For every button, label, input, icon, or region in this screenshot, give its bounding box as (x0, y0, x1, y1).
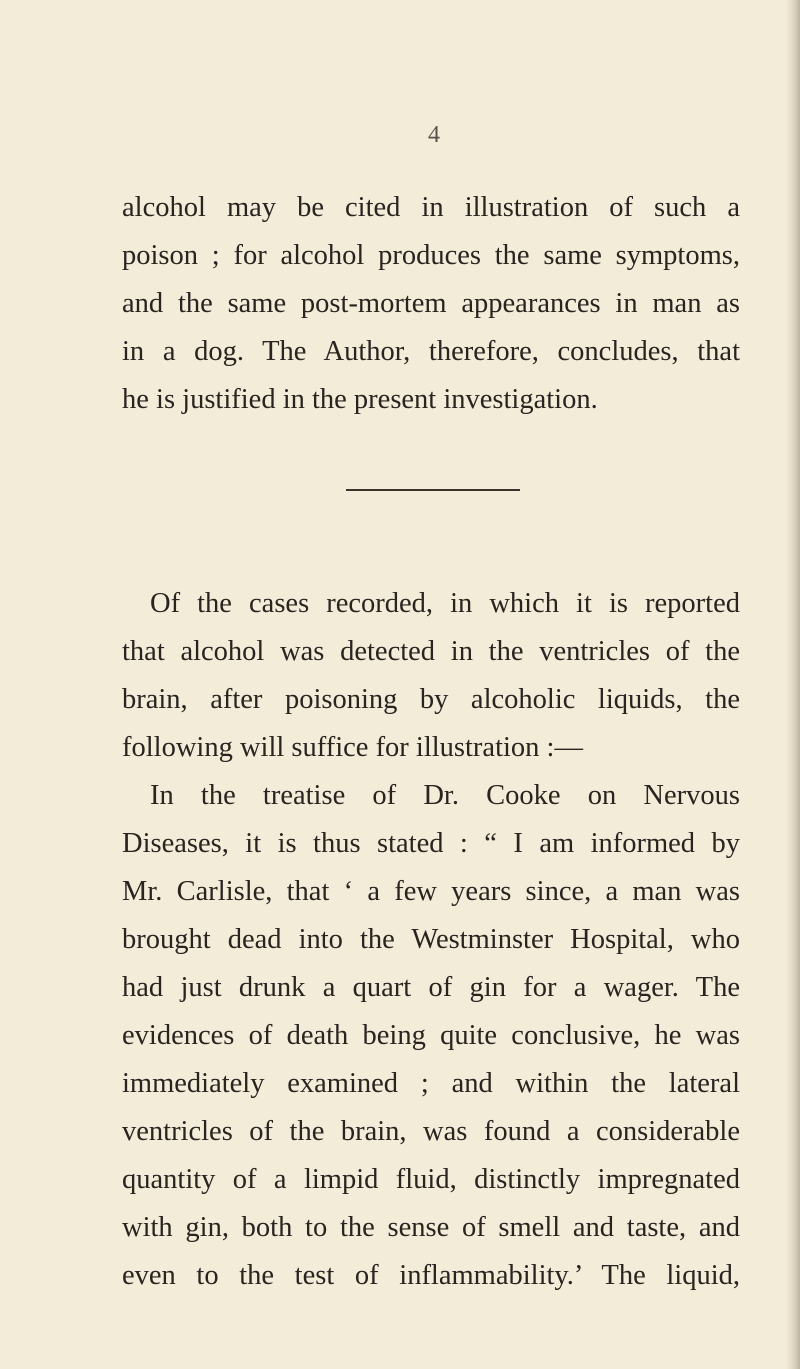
text-line: immediately examined ; and within the lateral (122, 1068, 740, 1099)
text-line: ventricles of the brain, was found a considerable (122, 1116, 740, 1147)
text-line: In the treatise of Dr. Cooke on Nervous (150, 780, 740, 811)
page-edge-shadow (786, 0, 800, 1369)
text-line: evidences of death being quite conclusive, he was (122, 1020, 740, 1051)
text-line: brought dead into the Westminster Hospital, who (122, 924, 740, 955)
text-line: Diseases, it is thus stated : “ I am informed by (122, 828, 740, 859)
text-line: brain, after poisoning by alcoholic liquids, the (122, 684, 740, 715)
page-number: 4 (428, 122, 440, 148)
text-line: quantity of a limpid fluid, distinctly impregnated (122, 1164, 740, 1195)
text-line: poison ; for alcohol produces the same symptoms, (122, 240, 740, 271)
text-line: and the same post-mortem appearances in man as (122, 288, 740, 319)
section-divider (346, 489, 520, 491)
text-line: with gin, both to the sense of smell and taste, and (122, 1212, 740, 1243)
text-line: following will suffice for illustration :— (122, 732, 583, 763)
text-line: that alcohol was detected in the ventricles of the (122, 636, 740, 667)
text-line: even to the test of inflammability.’ The liquid, (122, 1260, 740, 1291)
text-line: had just drunk a quart of gin for a wager. The (122, 972, 740, 1003)
text-line: he is justified in the present investigation. (122, 384, 598, 415)
text-line: in a dog. The Author, therefore, concludes, that (122, 336, 740, 367)
text-line: Mr. Carlisle, that ‘ a few years since, a man was (122, 876, 740, 907)
text-line: alcohol may be cited in illustration of such a (122, 192, 740, 223)
text-line: Of the cases recorded, in which it is reported (150, 588, 740, 619)
